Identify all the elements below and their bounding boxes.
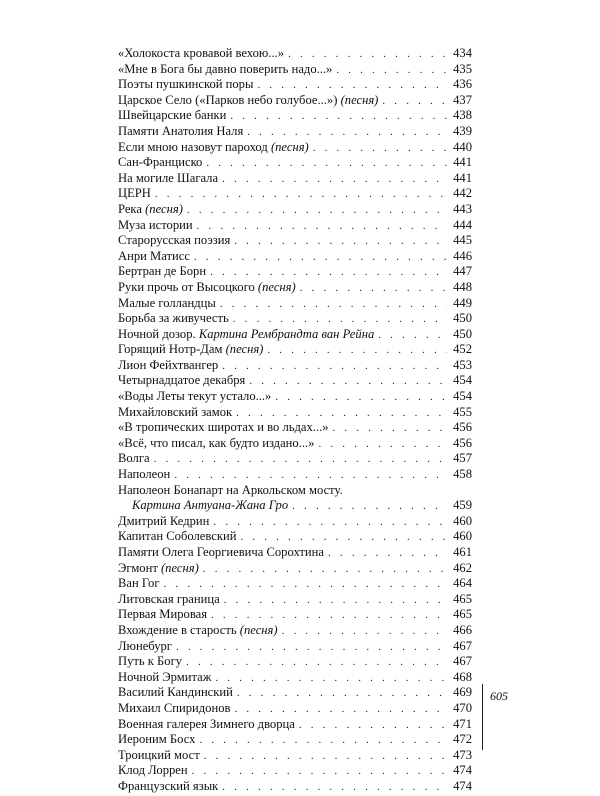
toc-entry <box>118 342 472 358</box>
toc-entry-page: 458 <box>453 467 472 482</box>
toc-entry <box>118 514 472 530</box>
toc-entry-text: Ночной Эрмитаж <box>118 669 212 684</box>
toc-entry-text: Борьба за живучесть <box>118 311 229 326</box>
toc-entry-text: Клод Лоррен <box>118 763 188 778</box>
toc-entry-page: 440 <box>453 139 472 154</box>
toc-entry-title <box>118 327 374 343</box>
toc-entry-text: Сан-Франциско <box>118 155 203 170</box>
toc-entry-page: 456 <box>453 420 472 435</box>
toc-entry-title <box>118 108 226 124</box>
toc-entry <box>118 62 472 78</box>
toc-entry-title <box>118 529 236 545</box>
toc-entry-text: Французский язык <box>118 778 219 793</box>
toc-entry-page: 438 <box>453 108 472 123</box>
toc-entry-title <box>118 654 182 670</box>
toc-entry <box>118 358 472 374</box>
toc-entry-text: Василий Кандинский <box>118 685 233 700</box>
dot-leader <box>313 141 447 157</box>
toc-entry-text: Старорусская поэзия <box>118 233 231 248</box>
dot-leader <box>211 608 447 624</box>
dot-leader <box>236 406 447 422</box>
toc-entry-page: 447 <box>453 264 472 279</box>
toc-entry <box>118 670 472 686</box>
toc-entry-text: Троицкий мост <box>118 747 200 762</box>
dot-leader <box>213 515 447 531</box>
toc-entry <box>118 717 472 733</box>
toc-entry-title <box>118 779 218 795</box>
toc-entry-text: Наполеон Бонапарт на Аркольском мосту. <box>118 482 343 497</box>
dot-leader <box>247 125 447 141</box>
dot-leader <box>186 655 447 671</box>
toc-entry-title <box>118 701 230 717</box>
dot-leader <box>154 452 447 468</box>
dot-leader <box>192 764 447 780</box>
toc-entry-page: 449 <box>453 295 472 310</box>
dot-leader <box>224 593 447 609</box>
toc-entry-page: 459 <box>453 498 472 513</box>
toc-entry-note: Картина Рембрандта ван Рейна <box>198 326 375 341</box>
toc-entry <box>118 311 472 327</box>
dot-leader <box>230 109 447 125</box>
toc-entry-text: Четырнадцатое декабря <box>118 373 246 388</box>
toc-entry-title <box>118 405 232 421</box>
toc-entry-text: Царское Село («Парков небо голубое...») <box>118 92 338 107</box>
toc-entry-text: ЦЕРН <box>118 186 151 201</box>
dot-leader <box>222 780 447 796</box>
toc-entry-note: (песня) <box>239 622 278 637</box>
toc-entry-page: 467 <box>453 638 472 653</box>
dot-leader <box>288 47 447 63</box>
toc-entry-text: Памяти Анатолия Наля <box>118 123 244 138</box>
toc-entry <box>118 639 472 655</box>
toc-entry-text: «В тропических широтах и во льдах...» <box>118 420 329 435</box>
dot-leader <box>234 702 447 718</box>
toc-entry-title <box>118 155 202 171</box>
toc-entry <box>118 763 472 779</box>
toc-entry-title <box>118 62 332 78</box>
toc-entry-note: (песня) <box>145 201 183 216</box>
toc-entry-page: 450 <box>453 326 472 341</box>
toc-entry-page: 474 <box>453 778 472 793</box>
toc-entry-text: Вхождение в старость <box>118 622 237 637</box>
dot-leader <box>155 187 447 203</box>
toc-entry-text: Анри Матисс <box>118 248 190 263</box>
toc-entry <box>118 264 472 280</box>
dot-leader <box>378 328 447 344</box>
toc-entry-title <box>118 670 211 686</box>
toc-entry-page: 465 <box>453 591 472 606</box>
dot-leader <box>275 390 447 406</box>
toc-entry-page: 434 <box>453 46 472 60</box>
toc-entry-page: 454 <box>453 389 472 404</box>
toc-entry-title <box>118 171 218 187</box>
toc-entry <box>118 249 472 265</box>
toc-entry-text: Горящий Нотр-Дам <box>118 342 223 357</box>
toc-entry-title <box>118 389 271 405</box>
dot-leader <box>234 234 447 250</box>
toc-entry-page: 442 <box>453 186 472 201</box>
toc-entry-note: Картина Антуана-Жана Гро <box>132 498 289 513</box>
toc-entry-title <box>118 124 243 140</box>
toc-entry-note: (песня) <box>270 139 309 154</box>
toc-entry-text: Михайловский замок <box>118 404 233 419</box>
toc-entry-page: 471 <box>453 716 472 731</box>
toc-entry-page: 436 <box>453 77 472 92</box>
dot-leader <box>249 374 447 390</box>
toc-entry <box>118 592 472 608</box>
toc-entry-text: Иероним Босх <box>118 732 196 747</box>
dot-leader <box>333 421 447 437</box>
dot-leader <box>176 640 447 656</box>
toc-entry-title <box>118 249 190 265</box>
dot-leader <box>257 78 447 94</box>
dot-leader <box>194 250 447 266</box>
toc-entry <box>118 280 472 296</box>
toc-entry-text: Поэты пушкинской поры <box>118 77 254 92</box>
dot-leader <box>299 718 447 734</box>
toc-entry-page: 446 <box>453 248 472 263</box>
toc-entry-page: 469 <box>453 685 472 700</box>
toc-entry-title <box>118 592 220 608</box>
toc-entry <box>118 483 472 499</box>
toc-entry <box>118 389 472 405</box>
toc-entry <box>118 140 472 156</box>
toc-entry <box>118 296 472 312</box>
toc-entry-page: 450 <box>453 311 472 326</box>
toc-entry-title <box>118 233 230 249</box>
toc-entry-title <box>118 685 233 701</box>
toc-entry-text: «Мне в Бога бы давно поверить надо...» <box>118 61 333 76</box>
dot-leader <box>174 468 447 484</box>
toc-entry-title <box>118 639 172 655</box>
dot-leader <box>233 312 447 328</box>
toc-entry-text: Капитан Соболевский <box>118 529 237 544</box>
toc-entry <box>118 420 472 436</box>
toc-entry-page: 456 <box>453 435 472 450</box>
dot-leader <box>382 94 447 110</box>
dot-leader <box>199 733 447 749</box>
toc-entry-title <box>118 576 160 592</box>
toc-entry-title <box>118 514 209 530</box>
toc-entry <box>118 373 472 389</box>
dot-leader <box>204 749 447 765</box>
dot-leader <box>237 686 447 702</box>
toc-entry-text: Люнебург <box>118 638 172 653</box>
toc-entry-page: 435 <box>453 61 472 76</box>
dot-leader <box>267 343 447 359</box>
toc-entry-text: Малые голландцы <box>118 295 216 310</box>
dot-leader <box>164 577 447 593</box>
toc-entry-title <box>118 311 229 327</box>
toc-entry-text: «Воды Леты текут устало...» <box>118 389 272 404</box>
toc-entry-text: Михаил Спиридонов <box>118 700 231 715</box>
toc-entry-page: 470 <box>453 700 472 715</box>
toc-entry <box>118 701 472 717</box>
toc-entry-text: «Всё, что писал, как будто издано...» <box>118 435 315 450</box>
toc-entry-page: 454 <box>453 373 472 388</box>
toc-entry-note: (песня) <box>340 92 379 107</box>
toc-entry-page: 473 <box>453 747 472 762</box>
toc-entry-title <box>118 358 218 374</box>
toc-entry-text: Памяти Олега Георгиевича Сорохтина <box>118 545 325 559</box>
toc-entry-title <box>118 296 216 312</box>
page-number: 605 <box>490 689 508 703</box>
toc-entry <box>118 623 472 639</box>
toc-entry-title <box>132 498 288 514</box>
toc-entry <box>118 108 472 124</box>
toc-entry <box>118 654 472 670</box>
toc-entry <box>118 467 472 483</box>
toc-entry-title <box>118 607 207 623</box>
toc-entry-title <box>118 732 195 748</box>
toc-entry-title <box>118 467 170 483</box>
toc-entry-page: 441 <box>453 170 472 185</box>
toc-entry-title <box>118 483 343 499</box>
toc-entry-text: Руки прочь от Высоцкого <box>118 279 255 294</box>
dot-leader <box>187 203 447 219</box>
toc-entry-page: 441 <box>453 155 472 170</box>
toc-entry-note: (песня) <box>225 342 264 357</box>
toc-entry <box>118 451 472 467</box>
toc-entry-text: Эгмонт <box>118 560 158 575</box>
dot-leader <box>215 671 447 687</box>
dot-leader <box>220 297 447 313</box>
folio-divider <box>482 684 483 750</box>
toc-entry <box>118 77 472 93</box>
toc-entry-page: 460 <box>453 513 472 528</box>
toc-entry-text: Дмитрий Кедрин <box>118 513 210 528</box>
toc-entry-text: Литовская граница <box>118 591 220 606</box>
dot-leader <box>222 172 447 188</box>
toc-entry-text: Волга <box>118 451 150 466</box>
toc-entry <box>118 561 472 577</box>
dot-leader <box>318 437 447 453</box>
toc-entry-text: Ночной дозор. <box>118 326 196 341</box>
toc-entry <box>118 202 472 218</box>
dot-leader <box>222 359 447 375</box>
toc-entry-page: 472 <box>453 732 472 747</box>
toc-entry-note: (песня) <box>257 279 296 294</box>
dot-leader <box>292 499 447 515</box>
toc-entry <box>118 607 472 623</box>
toc-entry-page: 439 <box>453 123 472 138</box>
toc-entry-title <box>118 93 378 109</box>
toc-entry-title <box>118 420 329 436</box>
toc-entry-title <box>118 202 183 218</box>
toc-entry-title <box>118 77 253 93</box>
toc-entry-page: 468 <box>453 669 472 684</box>
toc-entry-page: 462 <box>453 560 472 575</box>
toc-entry-page: 437 <box>453 92 472 107</box>
toc-entry <box>118 186 472 202</box>
toc-entry-text: Военная галерея Зимнего дворца <box>118 716 295 731</box>
toc-entry-title <box>118 186 151 202</box>
toc-entry <box>118 124 472 140</box>
dot-leader <box>240 530 447 546</box>
toc-entry-title <box>118 436 314 452</box>
toc-entry-text: Лион Фейхтвангер <box>118 357 219 372</box>
toc-entry-title <box>118 561 199 577</box>
dot-leader <box>282 624 447 640</box>
toc-entry-title <box>118 218 193 234</box>
toc-entry-page: 453 <box>453 357 472 372</box>
toc-entry <box>118 576 472 592</box>
toc-entry <box>118 779 472 795</box>
toc-entry-title <box>118 717 295 733</box>
toc-entry <box>118 233 472 249</box>
toc-entry <box>118 748 472 764</box>
toc-entry-title <box>118 264 206 280</box>
toc-entry <box>118 436 472 452</box>
toc-entry <box>118 327 472 343</box>
dot-leader <box>300 281 447 297</box>
toc-entry-page: 464 <box>453 576 472 591</box>
toc-entry-page: 444 <box>453 217 472 232</box>
toc-entry <box>118 529 472 545</box>
dot-leader <box>328 546 447 562</box>
toc-entry-text: Муза истории <box>118 217 193 232</box>
toc-entry-title <box>118 763 188 779</box>
dot-leader <box>336 63 447 79</box>
toc-entry-text: Путь к Богу <box>118 654 183 669</box>
toc-entry-text: «Холокоста кровавой вехою...» <box>118 46 285 60</box>
toc-entry-page: 457 <box>453 451 472 466</box>
toc-entry <box>118 405 472 421</box>
toc-entry-page: 461 <box>453 545 472 559</box>
toc-entry-title <box>118 748 200 764</box>
toc-entry <box>118 218 472 234</box>
toc-entry-text: Швейцарские банки <box>118 108 227 123</box>
toc-entry-title <box>118 140 309 156</box>
table-of-contents <box>118 46 472 795</box>
dot-leader <box>197 219 447 235</box>
toc-entry-text: Река <box>118 201 142 216</box>
toc-entry-title <box>118 451 150 467</box>
toc-entry-text: Если мною назовут пароход <box>118 139 268 154</box>
toc-entry-title <box>118 623 278 639</box>
toc-entry <box>118 545 472 561</box>
toc-entry-page: 474 <box>453 763 472 778</box>
toc-entry <box>118 732 472 748</box>
toc-entry-title <box>118 342 263 358</box>
toc-entry-note: (песня) <box>160 560 199 575</box>
toc-entry-page: 460 <box>453 529 472 544</box>
toc-entry-text: Ван Гог <box>118 576 160 591</box>
dot-leader <box>210 265 447 281</box>
toc-entry-title <box>118 545 324 561</box>
toc-entry-page: 443 <box>453 201 472 216</box>
toc-entry-text: Первая Мировая <box>118 607 207 622</box>
toc-entry-title <box>118 373 245 389</box>
dot-leader <box>206 156 447 172</box>
toc-entry <box>118 93 472 109</box>
toc-entry-page: 466 <box>453 622 472 637</box>
toc-entry <box>118 685 472 701</box>
toc-entry-title <box>118 280 296 296</box>
toc-entry-page: 467 <box>453 654 472 669</box>
toc-entry <box>118 46 472 62</box>
toc-entry <box>118 155 472 171</box>
toc-entry-text: Бертран де Борн <box>118 264 207 279</box>
dot-leader <box>203 562 447 578</box>
toc-entry-page: 452 <box>453 342 472 357</box>
toc-entry-page: 455 <box>453 404 472 419</box>
toc-entry-page: 448 <box>453 279 472 294</box>
toc-entry <box>118 498 472 514</box>
toc-entry-title <box>118 46 284 62</box>
toc-entry-text: На могиле Шагала <box>118 170 219 185</box>
toc-entry-page: 445 <box>453 233 472 248</box>
toc-entry <box>118 171 472 187</box>
toc-entry-page: 465 <box>453 607 472 622</box>
toc-entry-text: Наполеон <box>118 467 171 482</box>
